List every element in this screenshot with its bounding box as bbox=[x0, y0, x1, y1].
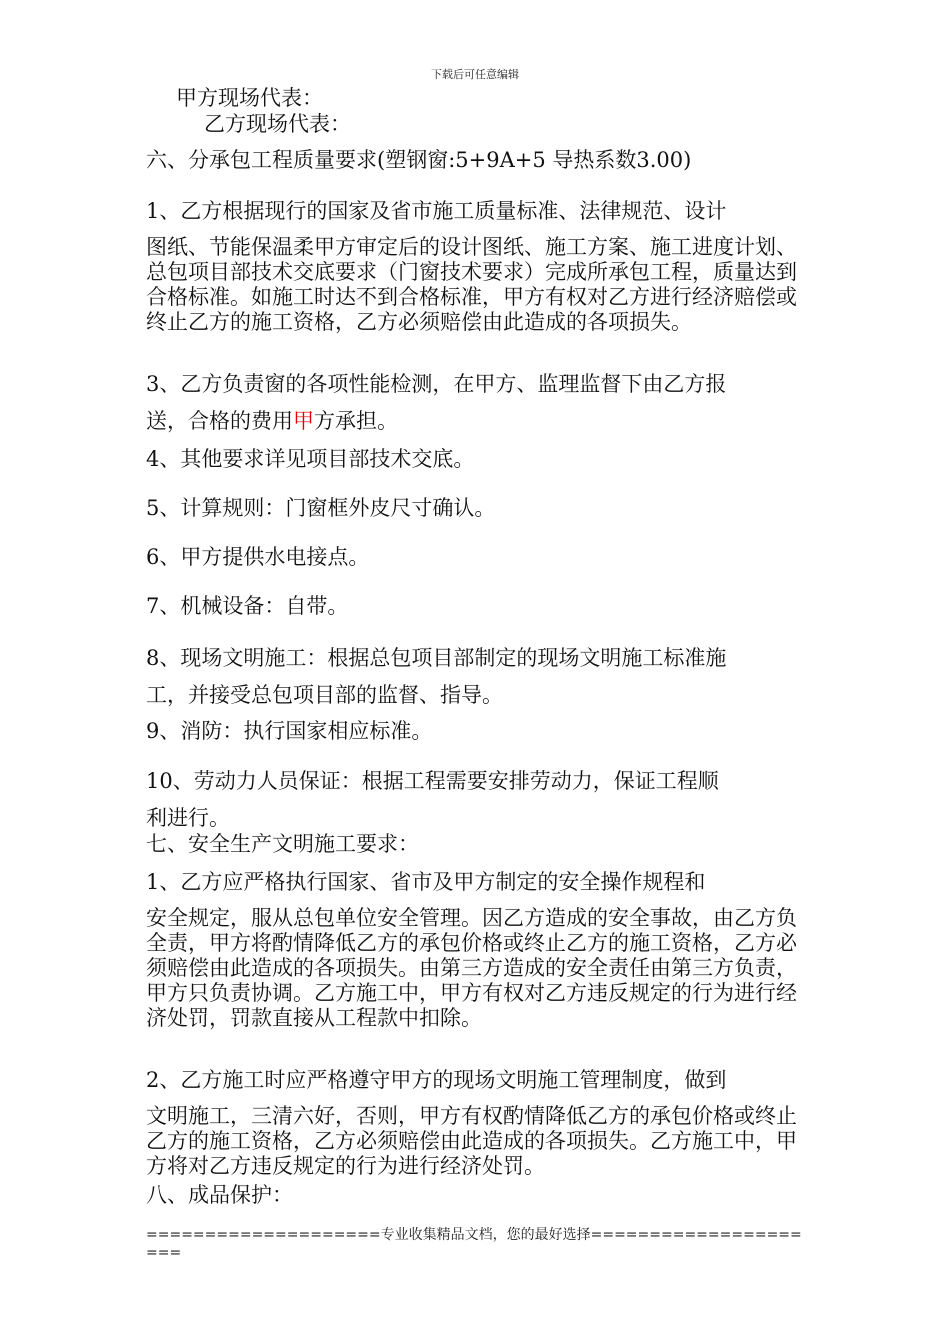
item-3-line-2 bbox=[146, 409, 398, 433]
s7-item-2-line-1: 2、乙方施工时应严格遵守甲方的现场文明施工管理制度，做到 bbox=[146, 1068, 727, 1092]
item-3-pre: 送，合格的费用 bbox=[146, 409, 293, 433]
item-1-line-1: 1、乙方根据现行的国家及省市施工质量标准、法律规范、设计 bbox=[146, 199, 727, 223]
item-10-line-2: 利进行。 bbox=[146, 806, 230, 830]
item-6: 6、甲方提供水电接点。 bbox=[146, 545, 370, 569]
item-3-post: 方承担。 bbox=[314, 409, 398, 433]
page-header: 下载后可任意编辑 bbox=[431, 68, 519, 81]
item-10-line-1: 10、劳动力人员保证：根据工程需要安排劳动力，保证工程顺 bbox=[146, 769, 719, 793]
s7-item-1-body: 安全规定，服从总包单位安全管理。因乙方造成的安全事故，由乙方负全责，甲方将酌情降低乙方的承包价格或终止乙方的施工资格，乙方必须赔偿由此造成的各项损失。由第三方造成的安全责任由第三方负责，甲方只负责协调。乙方施工中，甲方有权对乙方违反规定的行为进行经济处罚，罚款直接从工程款中扣除。 bbox=[146, 906, 797, 1030]
section-6-title: 六、分承包工程质量要求(塑钢窗:5+9A+5 导热系数3.00) bbox=[146, 148, 692, 172]
item-5: 5、计算规则：门窗框外皮尺寸确认。 bbox=[146, 496, 496, 520]
item-3-highlight: 甲 bbox=[293, 409, 314, 433]
s7-item-2-body: 文明施工，三清六好，否则，甲方有权酌情降低乙方的承包价格或终止乙方的施工资格，乙方必须赔偿由此造成的各项损失。乙方施工中，甲方将对乙方违反规定的行为进行经济处罚。 bbox=[146, 1104, 797, 1178]
item-9: 9、消防：执行国家相应标准。 bbox=[146, 719, 433, 743]
item-7: 7、机械设备：自带。 bbox=[146, 594, 349, 618]
section-8-title: 八、成品保护： bbox=[146, 1183, 293, 1207]
rep-party-a: 甲方现场代表： bbox=[176, 86, 323, 110]
section-7-title: 七、安全生产文明施工要求： bbox=[146, 832, 419, 856]
item-3-line-1: 3、乙方负责窗的各项性能检测，在甲方、监理监督下由乙方报 bbox=[146, 372, 727, 396]
s7-item-1-line-1: 1、乙方应严格执行国家、省市及甲方制定的安全操作规程和 bbox=[146, 870, 706, 894]
item-8-line-1: 8、现场文明施工：根据总包项目部制定的现场文明施工标准施 bbox=[146, 646, 727, 670]
rep-party-b: 乙方现场代表： bbox=[204, 112, 351, 136]
page-footer: ====================专业收集精品文档，您的最好选择===================== bbox=[146, 1227, 802, 1261]
item-1-body: 图纸、节能保温柔甲方审定后的设计图纸、施工方案、施工进度计划、总包项目部技术交底要求（门窗技术要求）完成所承包工程，质量达到合格标准。如施工时达不到合格标准，甲方有权对乙方进行经济赔偿或终止乙方的施工资格，乙方必须赔偿由此造成的各项损失。 bbox=[146, 235, 797, 334]
item-8-line-2: 工，并接受总包项目部的监督、指导。 bbox=[146, 683, 503, 707]
item-4: 4、其他要求详见项目部技术交底。 bbox=[146, 447, 475, 471]
